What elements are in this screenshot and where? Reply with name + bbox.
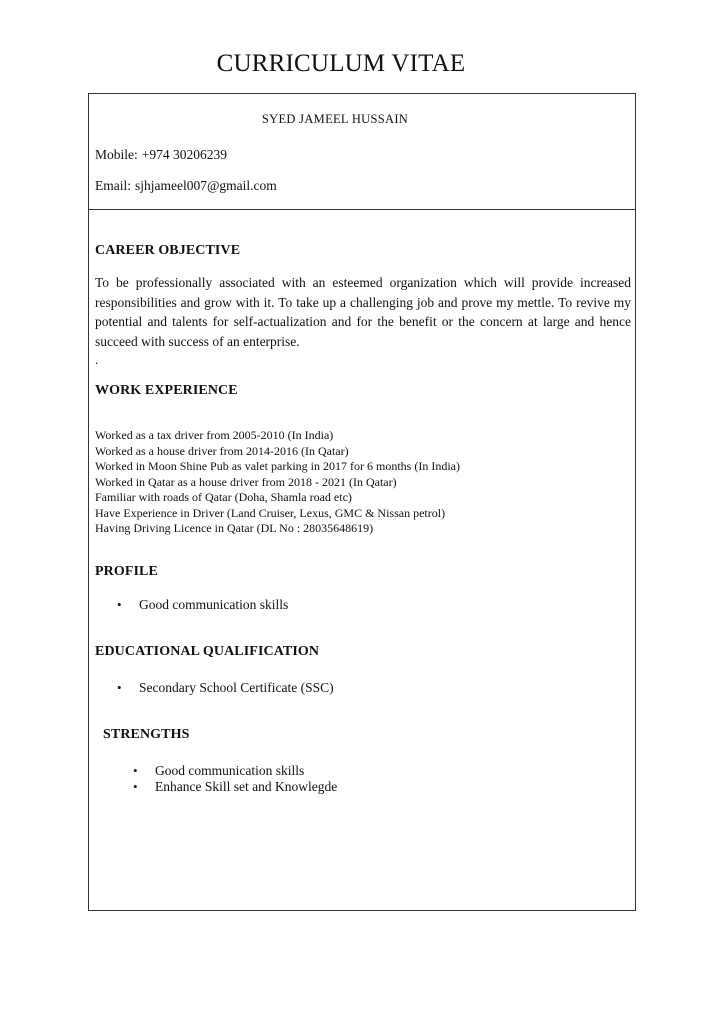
list-item bbox=[117, 680, 334, 696]
profile-list bbox=[117, 597, 288, 613]
email-label: Email: bbox=[95, 178, 131, 193]
objective-trailing-dot: . bbox=[95, 352, 99, 367]
bullet-icon: • bbox=[117, 680, 122, 695]
list-item bbox=[117, 597, 288, 613]
profile-item-text: Good communication skills bbox=[139, 597, 289, 612]
mobile-value: +974 30206239 bbox=[141, 147, 227, 162]
list-item: Have Experience in Driver (Land Cruiser, Lexus, GMC & Nissan petrol) bbox=[95, 505, 446, 520]
list-item: Having Driving Licence in Qatar (DL No : 28035648619) bbox=[95, 521, 374, 535]
bullet-icon: • bbox=[117, 597, 122, 612]
education-heading: EDUCATIONAL QUALIFICATION bbox=[95, 644, 320, 659]
list-item: Familiar with roads of Qatar (Doha, Shamla road etc) bbox=[95, 490, 352, 504]
strength-item-text: Good communication skills bbox=[155, 763, 305, 778]
cv-frame bbox=[88, 93, 636, 911]
education-list bbox=[117, 680, 334, 696]
strengths-heading: STRENGTHS bbox=[103, 727, 190, 742]
document-title: CURRICULUM VITAE bbox=[216, 50, 466, 77]
bullet-icon: • bbox=[133, 779, 138, 794]
email-value: sjhjameel007@gmail.com bbox=[135, 178, 277, 193]
mobile-line bbox=[95, 147, 227, 163]
strengths-list bbox=[133, 763, 337, 795]
list-item: Worked in Qatar as a house driver from 2018 - 2021 (In Qatar) bbox=[95, 474, 397, 489]
career-objective-heading: CAREER OBJECTIVE bbox=[95, 243, 241, 258]
work-experience-list bbox=[95, 428, 460, 537]
candidate-name: SYED JAMEEL HUSSAIN bbox=[261, 112, 409, 126]
education-item-text: Secondary School Certificate (SSC) bbox=[139, 680, 334, 695]
list-item: Worked as a tax driver from 2005-2010 (In India) bbox=[95, 428, 334, 442]
mobile-label: Mobile: bbox=[95, 147, 138, 162]
email-line bbox=[95, 178, 277, 194]
list-item bbox=[133, 763, 337, 779]
list-item bbox=[133, 779, 337, 795]
bullet-icon: • bbox=[133, 763, 138, 778]
list-item: Worked as a house driver from 2014-2016 (In Qatar) bbox=[95, 443, 349, 458]
profile-heading: PROFILE bbox=[95, 564, 158, 579]
work-experience-heading: WORK EXPERIENCE bbox=[95, 383, 238, 398]
list-item: Worked in Moon Shine Pub as valet parking in 2017 for 6 months (In India) bbox=[95, 459, 460, 473]
contact-header bbox=[89, 94, 635, 210]
career-objective-text: To be professionally associated with an esteemed organization which will provide increased responsibilities and grow with it. To take up a challenging job and prove my mettle. To revive my potential and talents for self-actualization and for the benefit or the concern at large and hence succeed with success of an enterprise. bbox=[95, 275, 631, 349]
strength-item-text: Enhance Skill set and Knowlegde bbox=[155, 779, 338, 794]
